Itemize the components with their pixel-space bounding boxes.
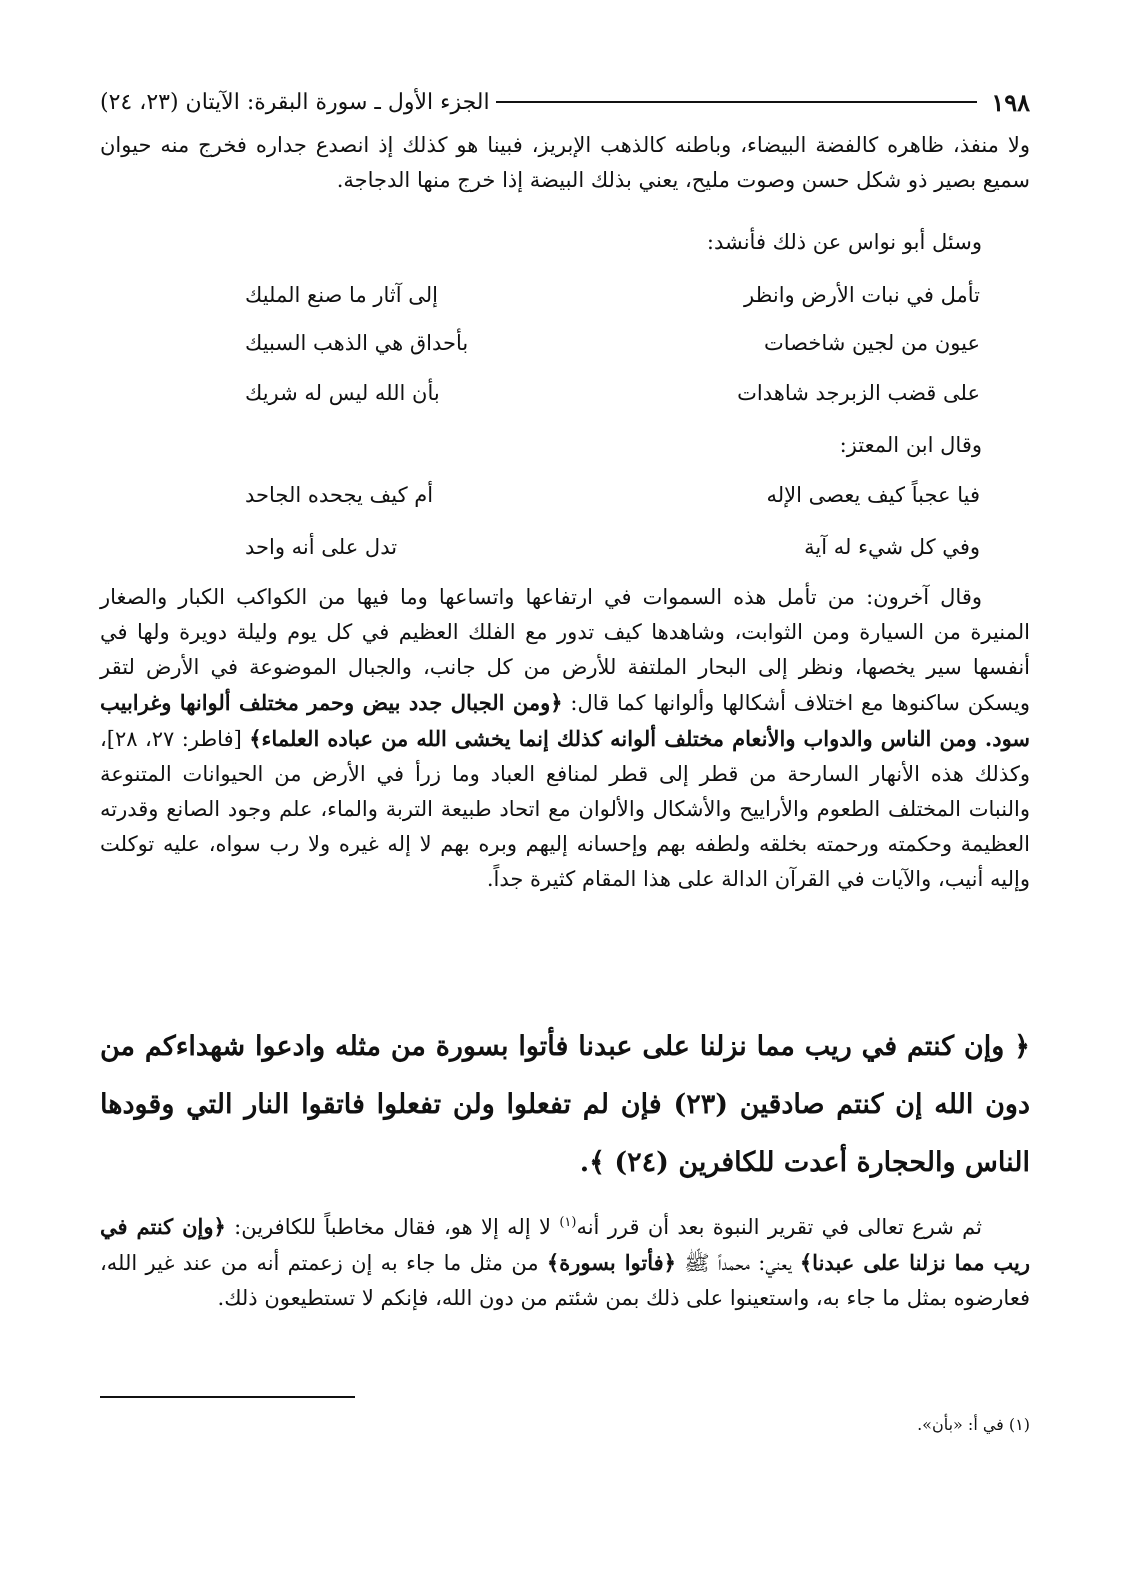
hemistich-second: بأن الله ليس له شريك <box>245 381 440 405</box>
quran-quote: ﴿ومن الجبال جدد بيض وحمر مختلف ألوانها وغرابيب سود. ومن الناس والدواب والأنعام مختلف ألوانه كذلك إنما يخشى الله من عباده العلماء﴾ <box>100 690 1031 751</box>
hemistich-second: أم كيف يجحده الجاحد <box>245 483 434 507</box>
poem-line <box>245 480 980 510</box>
paragraph-text: من مثل ما جاء به إن زعمتم أنه من عند غير الله، فعارضوه بمثل ما جاء به، واستعينوا على ذلك بمن شئتم من دون الله، فإنكم لا تستطيعون ذلك. <box>100 1251 1030 1310</box>
verse-text: وإن كنتم في ريب مما نزلنا على عبدنا فأتوا بسورة من مثله وادعوا شهداءكم من دون الله إن كنتم صادقين <box>100 1031 1030 1120</box>
header-rule <box>496 101 978 103</box>
paragraph-abu-nuwas-intro: وسئل أبو نواس عن ذلك فأنشد: <box>706 230 982 254</box>
poem-line <box>245 328 980 358</box>
ornate-bracket-close: ﴾. <box>579 1147 605 1178</box>
footnote: (١) في أ: «بأن». <box>917 1415 1030 1434</box>
poem-line <box>245 280 980 310</box>
page-header <box>100 82 1030 122</box>
hemistich-first: وفي كل شيء له آية <box>804 535 980 559</box>
hemistich-first: فيا عجباً كيف يعصى الإله <box>766 483 980 507</box>
hemistich-second: إلى آثار ما صنع المليك <box>245 283 439 307</box>
verse-text: فإن لم تفعلوا ولن تفعلوا فاتقوا النار التي وقودها الناس والحجارة أعدت للكافرين <box>100 1089 1030 1178</box>
paragraph-commentary <box>100 1205 1030 1316</box>
ayah-number-24: (٢٤) <box>614 1147 669 1178</box>
paragraph-text: يعني: محمداً ﷺ <box>675 1251 800 1275</box>
hemistich-first: على قضب الزبرجد شاهدات <box>737 381 980 405</box>
paragraph-egg: ولا منفذ، ظاهره كالفضة البيضاء، وباطنه كالذهب الإبريز، فبينا هو كذلك إذ انصدع جداره فخرج منه حيوان سميع بصير ذو شكل حسن وصوت مليح، يعني بذلك البيضة إذا خرج منها الدجاجة. <box>100 133 1030 192</box>
poem-line <box>245 532 980 562</box>
paragraph-text: ثم شرع تعالى في تقرير النبوة بعد أن قرر أنه <box>576 1215 982 1239</box>
paragraph-others <box>100 580 1030 897</box>
footnote-rule <box>100 1396 355 1398</box>
page-number: ١٩٨ <box>991 87 1030 117</box>
quran-quote: ﴿فأتوا بسورة﴾ <box>546 1250 676 1275</box>
hemistich-first: تأمل في نبات الأرض وانظر <box>744 283 980 307</box>
hemistich-second: بأحداق هي الذهب السبيك <box>245 331 469 355</box>
running-title: الجزء الأول ـ سورة البقرة: الآيتان (٢٣، ٢٤) <box>100 89 490 115</box>
footnote-reference: (١) <box>559 1215 577 1230</box>
poem-line <box>245 378 980 408</box>
paragraph-text: لا إله إلا هو، فقال مخاطباً للكافرين: <box>225 1215 560 1239</box>
quran-verse-block <box>100 1018 1030 1192</box>
ornate-bracket-open: ﴿ <box>1014 1031 1030 1062</box>
book-page <box>100 0 1030 1592</box>
ayah-number-23: (٢٣) <box>673 1089 729 1120</box>
quran-quote: ﴿وإن كنتم في ريب مما نزلنا على عبدنا﴾ <box>100 1214 1030 1275</box>
paragraph-text: [فاطر: ٢٧، ٢٨]، وكذلك هذه الأنهار السارحة من قطر إلى قطر لمنافع العباد وما زرأ في الأرض من الحيوانات المتنوعة والنبات المختلف الطعوم والأراييح والأشكال والألوان مع اتحاد طبيعة التربة والماء، علم وجود الصانع وقدرته العظيمة وحكمته ورحمته بخلقه ولطفه بهم وإحسانه إليهم وبره بهم لا إله غيره ولا رب سواه، عليه توكلت وإليه أنيب، والآيات في القرآن الدالة على هذا المقام كثيرة جداً. <box>100 727 1030 891</box>
hemistich-first: عيون من لجين شاخصات <box>763 331 980 355</box>
paragraph-text: وقال آخرون: من تأمل هذه السموات في ارتفاعها واتساعها وما فيها من الكواكب الكبار والصغار المنيرة من السيارة ومن الثوابت، وشاهدها كيف تدور مع الفلك العظيم في كل يوم وليلة دويرة ولها في أنفسها سير يخصها، ونظر إلى البحار الملتفة للأرض من كل جانب، والجبال الموضوعة في الأرض لتقر ويسكن ساكنوها مع اختلاف أشكالها وألوانها كما قال: <box>100 585 1031 715</box>
paragraph-ibn-mutazz-intro: وقال ابن المعتز: <box>839 433 982 457</box>
hemistich-second: تدل على أنه واحد <box>245 535 398 559</box>
